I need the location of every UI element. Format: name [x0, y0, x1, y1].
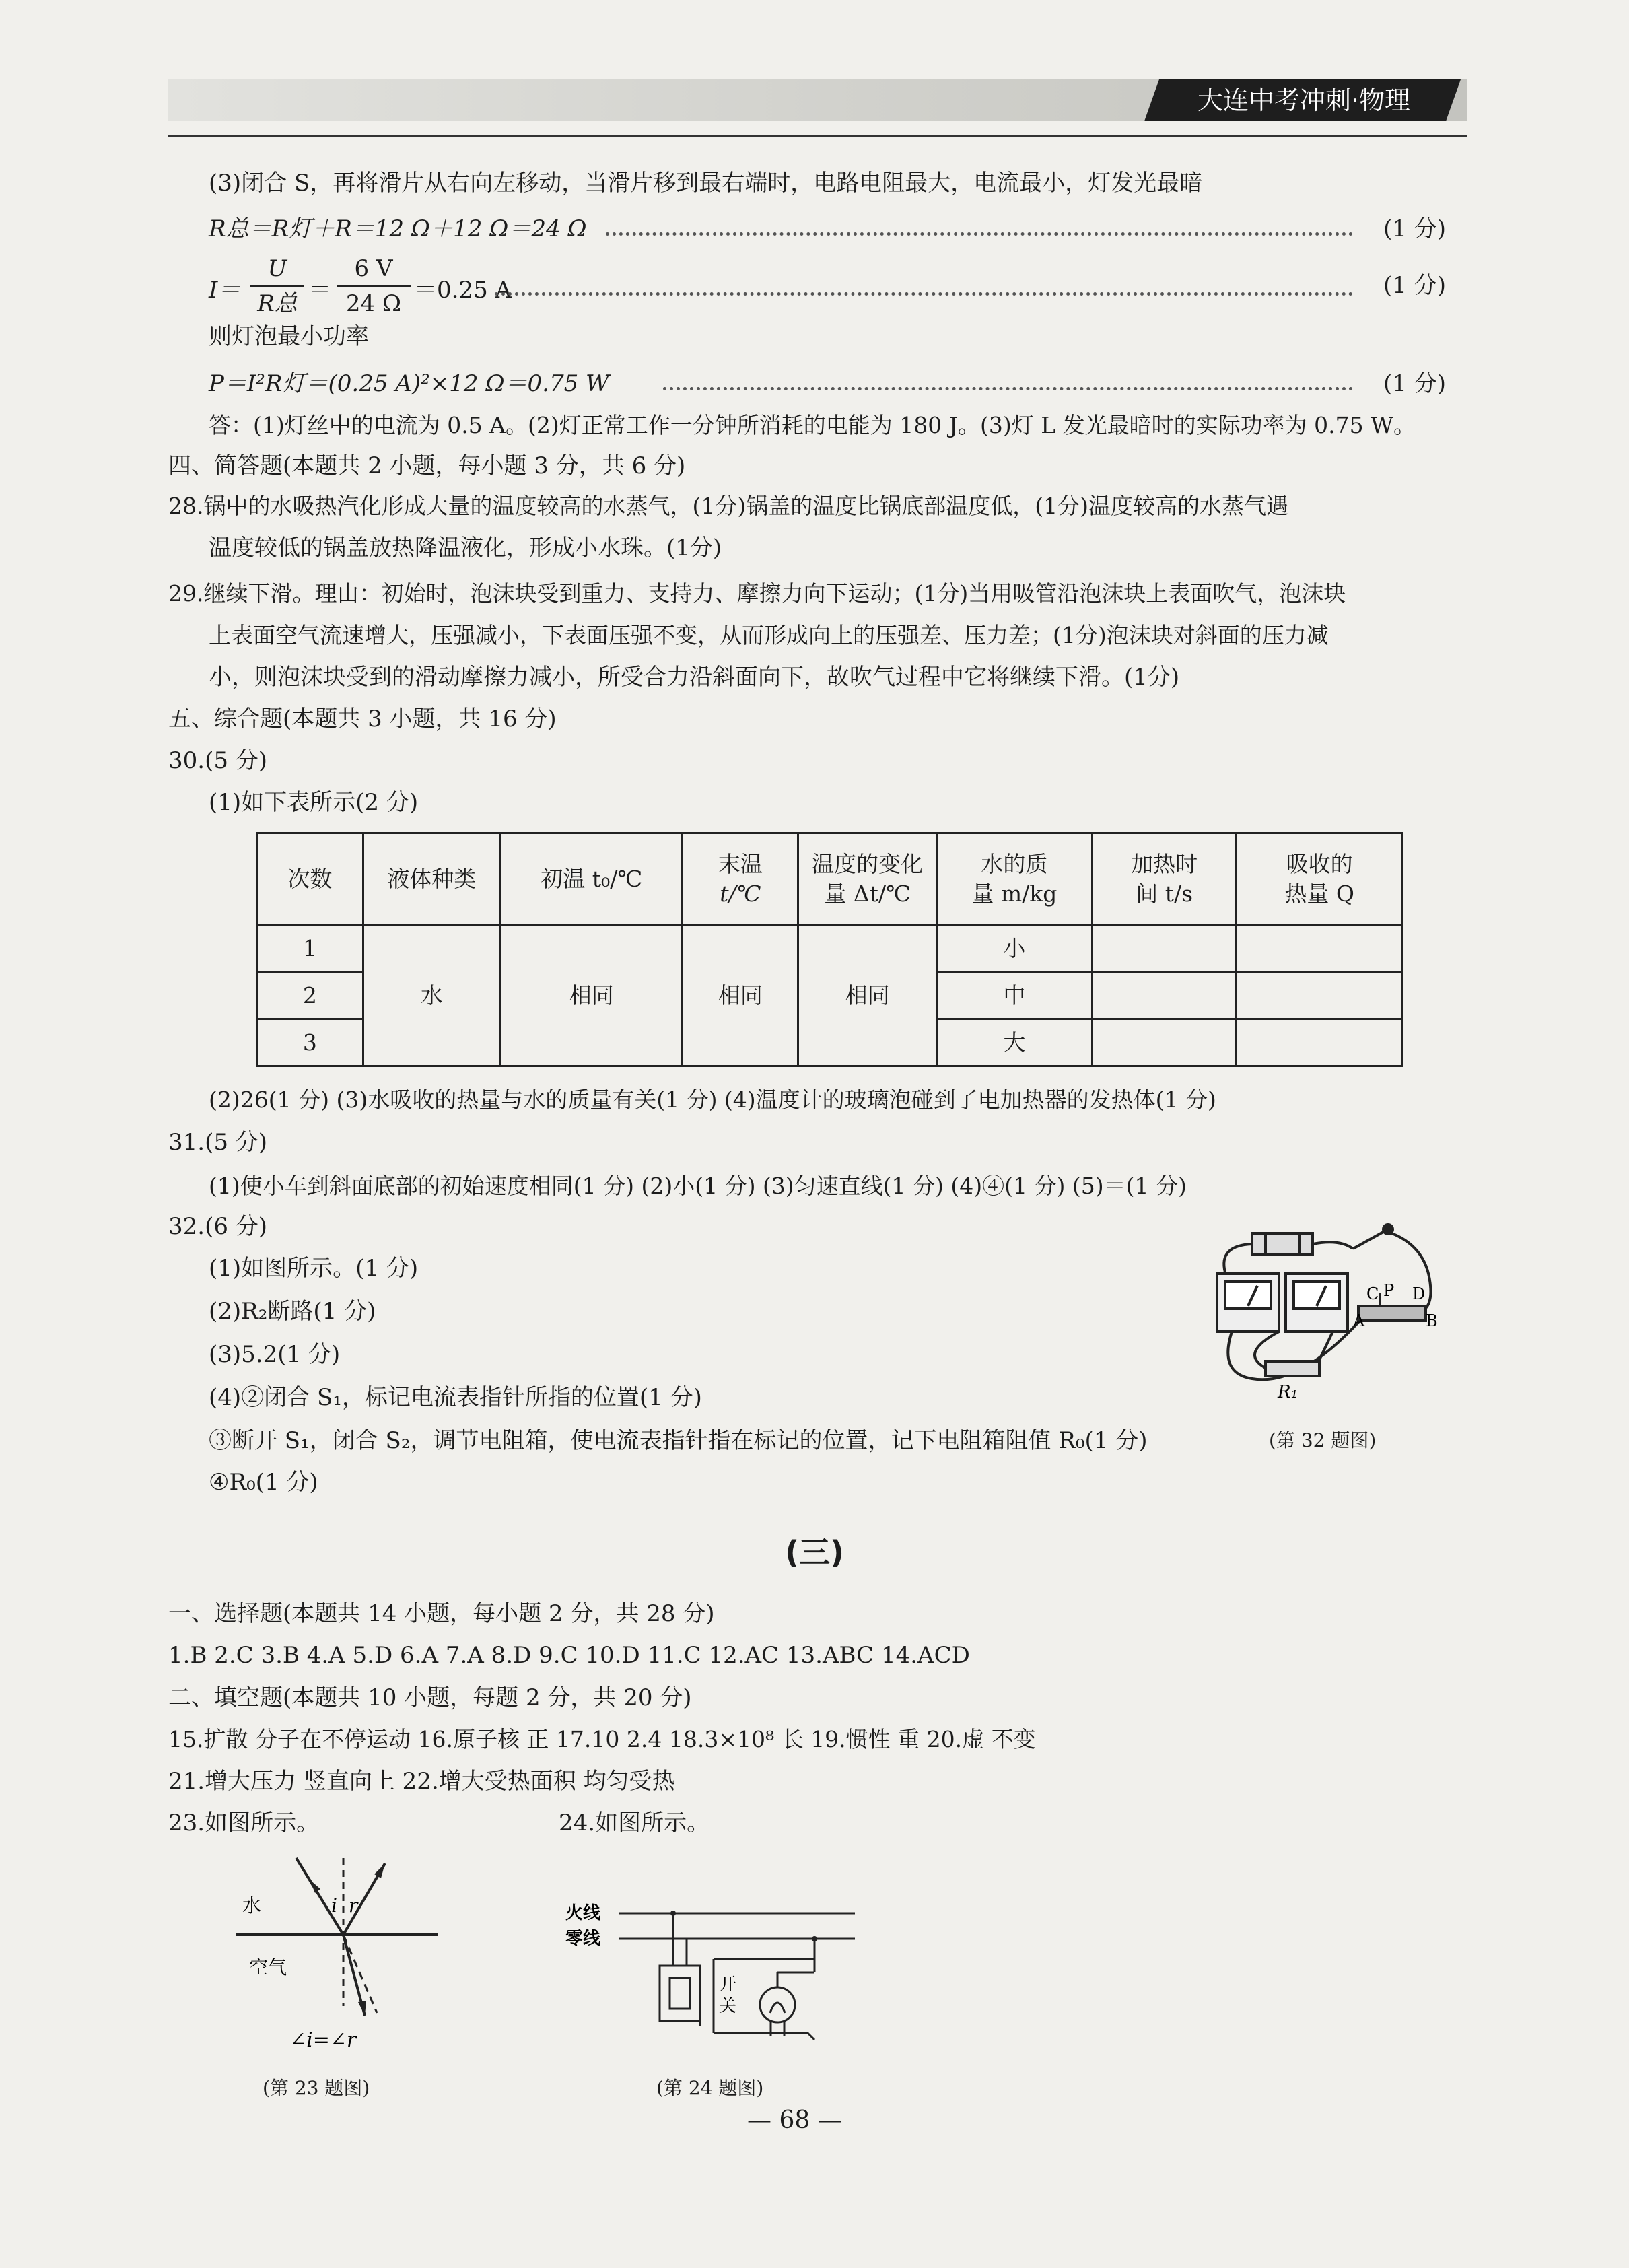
fig32-label-p: P — [1383, 1281, 1395, 1300]
figure-24-caption: (第 24 题图) — [656, 2077, 764, 2099]
q32-part3: (3)5.2(1 分) — [209, 1341, 341, 1368]
section-three-fill-heading: 二、填空题(本题共 10 小题，每题 2 分，共 20 分) — [168, 1684, 692, 1711]
answer-29-line-1: 29.继续下滑。理由：初始时，泡沫块受到重力、支持力、摩擦力向下运动；(1分)当用吸管沿泡沫块上表面吹气，泡沫块 — [168, 580, 1346, 607]
dot-leader — [663, 387, 1353, 390]
answer-28-line-2: 温度较低的锅盖放热降温液化，形成小水珠。(1分) — [209, 535, 722, 561]
frac2-den: 24 Ω — [345, 290, 402, 317]
q30-part1: (1)如下表所示(2 分) — [209, 789, 419, 816]
fig23-label-water: 水 — [242, 1894, 262, 1917]
fig32-label-d: D — [1412, 1284, 1426, 1303]
q31-heading: 31.(5 分) — [168, 1129, 268, 1156]
th-time: 加热时 间 t/s — [1092, 833, 1236, 925]
cell-count: 1 — [257, 925, 363, 972]
header-title: 大连中考冲刺·物理 — [1197, 85, 1411, 115]
q32-part4-step4: ④R₀(1 分) — [209, 1469, 318, 1496]
answer-29-line-3: 小，则泡沫块受到的滑动摩擦力减小，所受合力沿斜面向下，故吹气过程中它将继续下滑。(1分) — [209, 664, 1180, 691]
cell-final-temp: 相同 — [683, 925, 798, 1066]
choice-answers: 1.B 2.C 3.B 4.A 5.D 6.A 7.A 8.D 9.C 10.D 11.C 12.AC 13.ABC 14.ACD — [168, 1642, 970, 1669]
fig32-label-c: C — [1366, 1284, 1379, 1303]
table-row — [257, 925, 1403, 972]
table-header-row — [257, 833, 1403, 925]
figure-23-refraction — [236, 1845, 458, 2073]
header-divider — [168, 135, 1467, 137]
cell-time — [1092, 1019, 1236, 1066]
section-three-choice-heading: 一、选择题(本题共 14 小题，每小题 2 分，共 28 分) — [168, 1600, 715, 1627]
dot-leader — [495, 292, 1353, 296]
q32-part4-step3: ③断开 S₁，闭合 S₂，调节电阻箱，使电流表指针指在标记的位置，记下电阻箱阻值 R₀(1 分) — [209, 1427, 1148, 1454]
q32-part1: (1)如图所示。(1 分) — [209, 1255, 419, 1282]
frac1-num: U — [267, 255, 287, 282]
line-1: (3)闭合 S，再将滑片从右向左移动，当滑片移到最右端时，电路电阻最大，电流最小，灯发光最暗 — [209, 170, 1203, 197]
frac1-den: R总 — [257, 290, 298, 317]
page-number: — 68 — — [747, 2106, 842, 2134]
th-final-temp: 末温 t/℃ — [683, 833, 798, 925]
cell-mass: 小 — [936, 925, 1092, 972]
cell-temp-change: 相同 — [798, 925, 936, 1066]
fig32-label-b: B — [1426, 1311, 1438, 1330]
th-liquid: 液体种类 — [363, 833, 500, 925]
eq-result: ＝0.25 A — [414, 277, 512, 304]
cell-mass: 中 — [936, 972, 1092, 1019]
q30-parts-2-4: (2)26(1 分) (3)水吸收的热量与水的质量有关(1 分) (4)温度计的玻璃泡碰到了电加热器的发热体(1 分) — [209, 1087, 1216, 1113]
score-3: (1 分) — [1383, 370, 1446, 397]
score-1: (1 分) — [1383, 215, 1446, 242]
fill-answers-1: 15.扩散 分子在不停运动 16.原子核 正 17.10 2.4 18.3×10⁸ 长 19.惯性 重 20.虚 不变 — [168, 1726, 1036, 1752]
line-5: P＝I²R灯＝(0.25 A)²×12 Ω＝0.75 W — [209, 370, 609, 397]
fig24-label-switch-1: 开 — [719, 1974, 737, 1995]
fig24-label-neutral: 零线 — [565, 1929, 601, 1949]
cell-initial-temp: 相同 — [501, 925, 683, 1066]
fill-answers-2: 21.增大压力 竖直向上 22.增大受热面积 均匀受热 — [168, 1768, 675, 1795]
fig32-label-r1: R₁ — [1278, 1382, 1298, 1400]
cell-liquid: 水 — [363, 925, 500, 1066]
figure-32-caption: (第 32 题图) — [1269, 1429, 1377, 1451]
eq-sign: ＝ — [308, 277, 331, 304]
frac2-num: 6 V — [354, 255, 393, 282]
th-heat: 吸收的 热量 Q — [1237, 833, 1403, 925]
dot-leader — [606, 232, 1353, 236]
data-table — [256, 832, 1403, 1067]
section-five-heading: 五、综合题(本题共 3 小题，共 16 分) — [168, 706, 557, 732]
cell-heat — [1237, 1019, 1403, 1066]
cell-count: 2 — [257, 972, 363, 1019]
fig23-label-air: 空气 — [249, 1956, 287, 1979]
cell-count: 3 — [257, 1019, 363, 1066]
section-three-title: (三) — [784, 1534, 845, 1571]
q32-heading: 32.(6 分) — [168, 1213, 268, 1240]
fig23-label-i: i — [331, 1894, 337, 1917]
answer-29-line-2: 上表面空气流速增大，压强减小，下表面压强不变，从而形成向上的压强差、压力差；(1分)泡沫块对斜面的压力减 — [209, 622, 1329, 648]
q24-note: 24.如图所示。 — [559, 1810, 710, 1836]
th-count: 次数 — [257, 833, 363, 925]
fig23-label-r: r — [349, 1894, 358, 1917]
cell-mass: 大 — [936, 1019, 1092, 1066]
q32-part4: (4)②闭合 S₁，标记电流表指针所指的位置(1 分) — [209, 1384, 702, 1411]
fig32-label-a: A — [1353, 1311, 1365, 1330]
q32-part2: (2)R₂断路(1 分) — [209, 1298, 376, 1325]
cell-heat — [1237, 972, 1403, 1019]
q31-answers: (1)使小车到斜面底部的初始速度相同(1 分) (2)小(1 分) (3)匀速直线(1 分) (4)④(1 分) (5)＝(1 分) — [209, 1173, 1187, 1199]
line-4: 则灯泡最小功率 — [209, 323, 369, 350]
figure-24-circuit — [565, 1892, 868, 2073]
th-mass: 水的质 量 m/kg — [936, 833, 1092, 925]
fig24-label-switch-2: 关 — [719, 1996, 737, 2016]
frac2-bar — [337, 285, 411, 287]
fig23-angle-equation: ∠i=∠r — [289, 2028, 357, 2052]
section-four-heading: 四、简答题(本题共 2 小题，每小题 3 分，共 6 分) — [168, 452, 686, 479]
eq-lhs: I＝ — [209, 277, 241, 304]
q30-heading: 30.(5 分) — [168, 747, 268, 774]
line-6: 答：(1)灯丝中的电流为 0.5 A。(2)灯正常工作一分钟所消耗的电能为 180 J。(3)灯 L 发光最暗时的实际功率为 0.75 W。 — [209, 412, 1416, 438]
answer-28-line-1: 28.锅中的水吸热汽化形成大量的温度较高的水蒸气，(1分)锅盖的温度比锅底部温度低，(1分)温度较高的水蒸气遇 — [168, 493, 1288, 519]
fraction-equation — [209, 252, 680, 327]
th-initial-temp: 初温 t₀/℃ — [501, 833, 683, 925]
th-temp-change: 温度的变化 量 Δt/℃ — [798, 833, 936, 925]
figure-23-caption: (第 23 题图) — [263, 2077, 370, 2099]
line-2: R总＝R灯＋R＝12 Ω＋12 Ω＝24 Ω — [209, 215, 587, 242]
q23-note: 23.如图所示。 — [168, 1810, 320, 1836]
score-2: (1 分) — [1383, 272, 1446, 299]
cell-time — [1092, 925, 1236, 972]
cell-heat — [1237, 925, 1403, 972]
cell-time — [1092, 972, 1236, 1019]
frac1-bar — [250, 285, 304, 287]
fig24-label-live: 火线 — [565, 1903, 601, 1923]
figure-32-circuit — [1198, 1218, 1447, 1400]
